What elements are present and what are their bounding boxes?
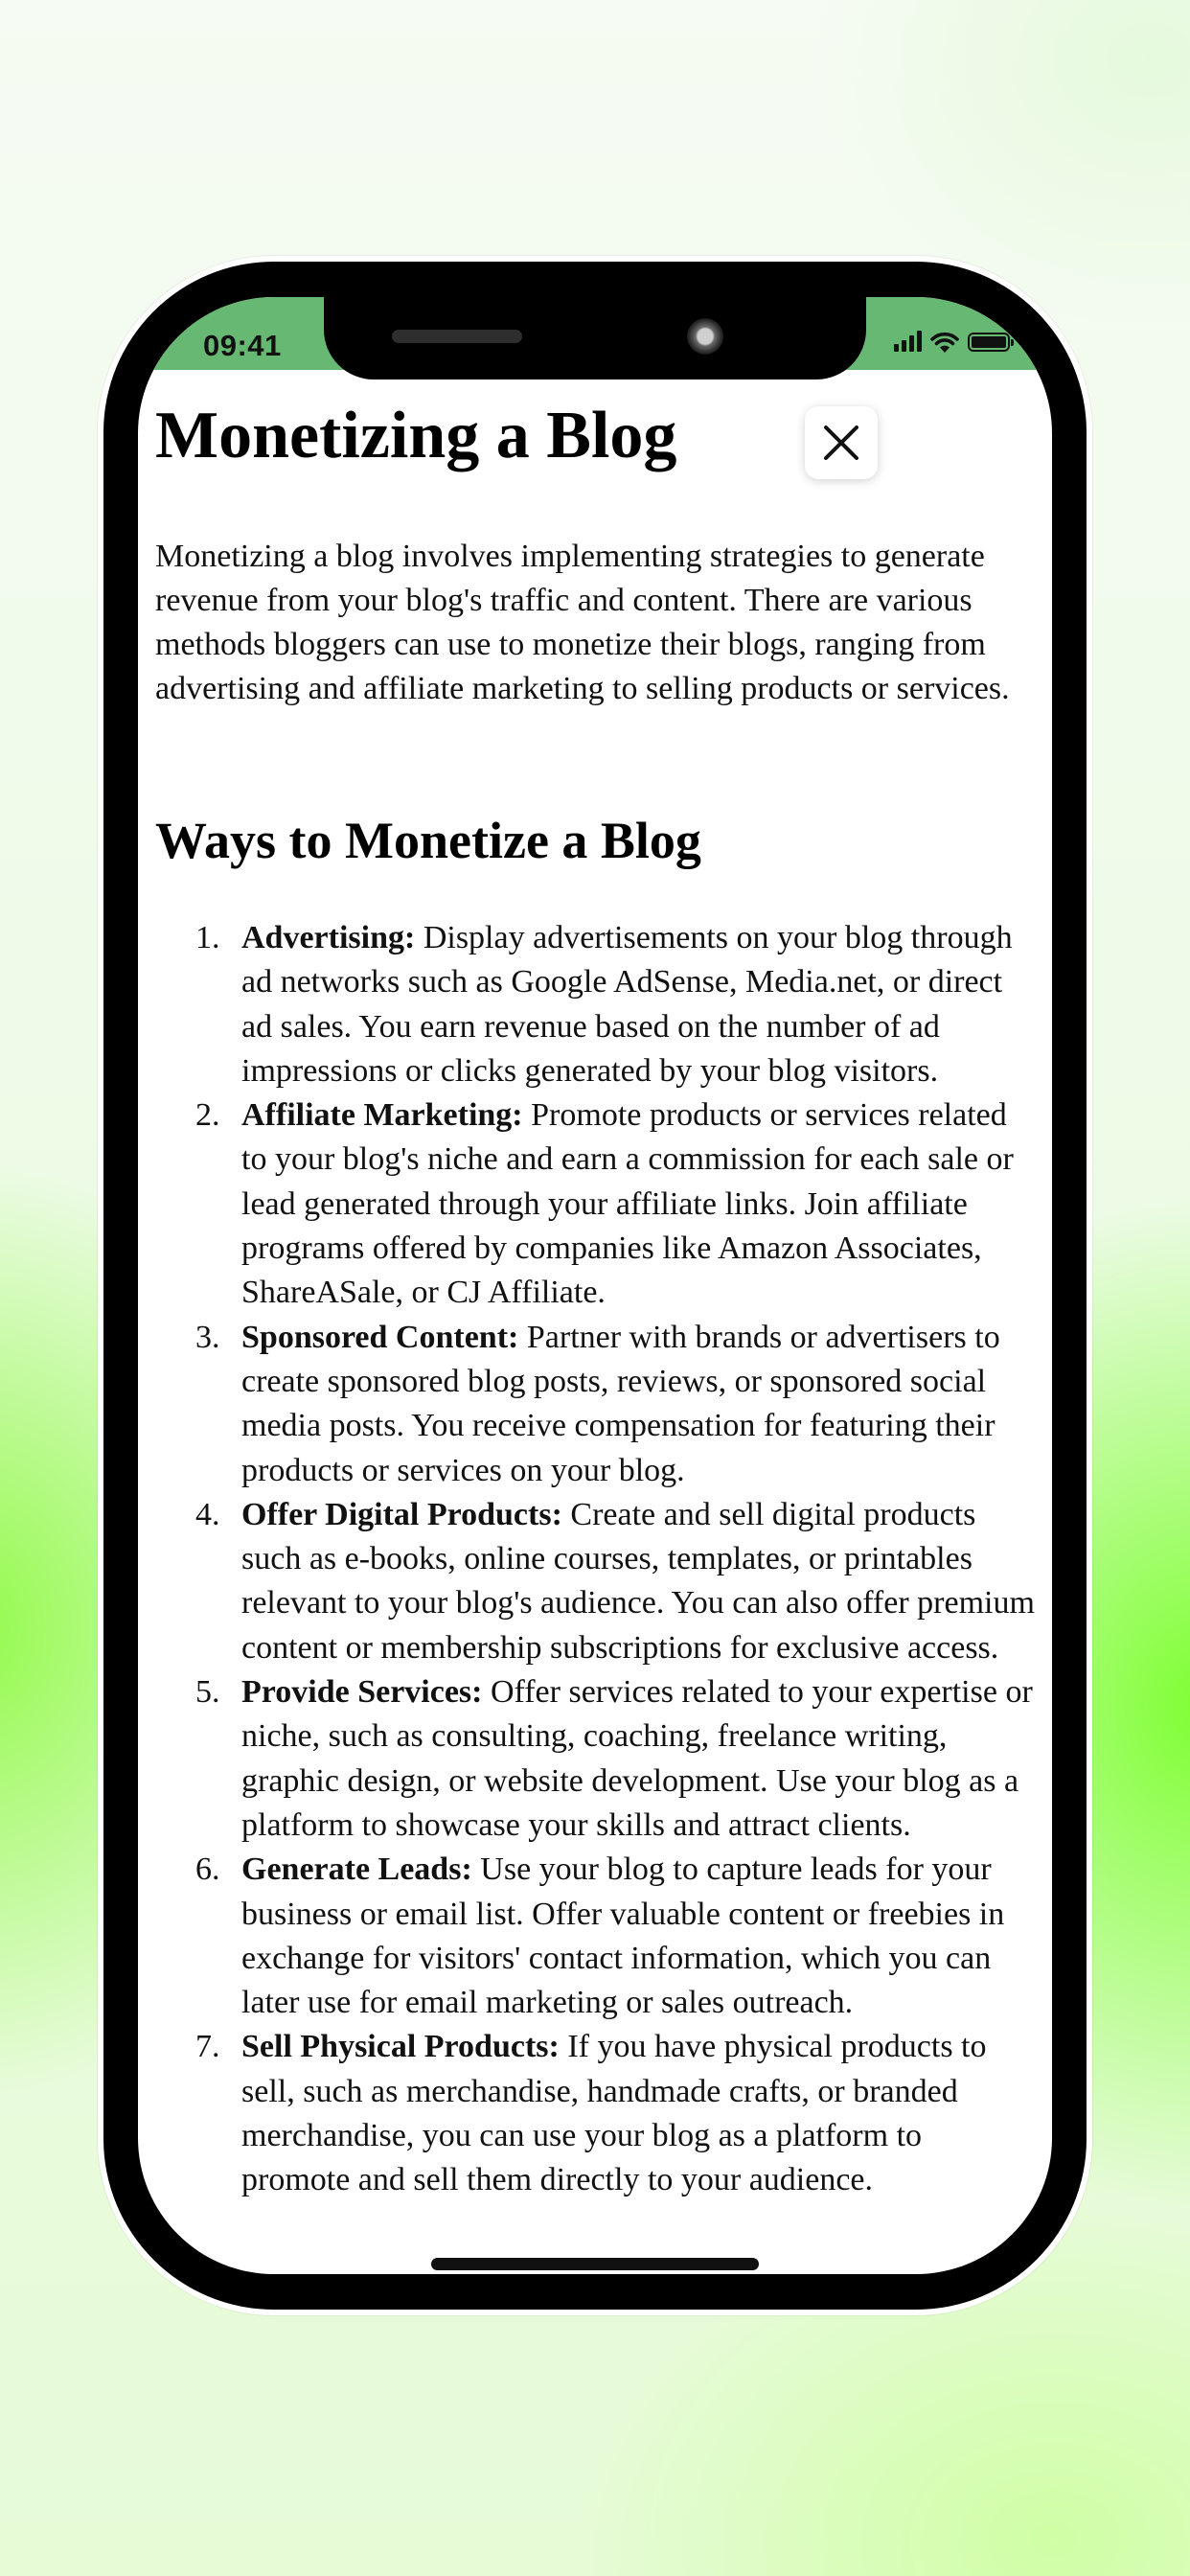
list-item-heading: Provide Services: — [241, 1674, 483, 1711]
close-icon — [820, 422, 862, 464]
list-number: 6. — [195, 1852, 220, 1888]
ways-list — [155, 916, 1035, 2203]
wifi-icon — [929, 330, 960, 355]
intro-paragraph: Monetizing a blog involves implementing strategies to generate revenue from your blog's traffic and content. There are various methods bloggers can use to monetize their blogs, ranging from advertising and affiliate marketing to selling products or services. — [155, 539, 1010, 706]
list-item-heading: Affiliate Marketing: — [241, 1097, 523, 1134]
status-time: 09:41 — [203, 329, 282, 362]
list-item — [155, 1493, 1035, 1670]
list-item-heading: Generate Leads: — [241, 1852, 472, 1888]
list-item — [155, 1316, 1035, 1493]
list-item-text: If you have physical products to sell, such as merchandise, handmade crafts, or branded merchandise, you can use your blog as a platform to promote and sell them directly to your audience. — [241, 2029, 987, 2198]
home-indicator[interactable] — [431, 2258, 759, 2270]
list-item-text: Display advertisements on your blog through ad networks such as Google AdSense, Media.net, or direct ad sales. You earn revenue based on the number of ad impressions or clicks generated by your blog visitors. — [241, 920, 1013, 1089]
list-number: 5. — [195, 1674, 220, 1711]
list-item-text: Use your blog to capture leads for your business or email list. Offer valuable content or freebies in exchange for visitors' contact information, which you can later use for email marketing or sales outreach. — [241, 1852, 1005, 2021]
list-item-heading: Advertising: — [241, 920, 416, 955]
list-item-heading: Offer Digital Products: — [241, 1496, 562, 1532]
list-item — [155, 1848, 1035, 2025]
battery-icon — [968, 333, 1010, 352]
page-title: Monetizing a Blog — [155, 399, 677, 472]
list-number: 3. — [195, 1319, 220, 1355]
phone-screen — [138, 297, 1052, 2274]
list-item — [155, 1670, 1035, 1848]
status-icons — [894, 326, 1010, 355]
list-number: 1. — [195, 920, 220, 955]
list-item-text: Offer services related to your expertise or niche, such as consulting, coaching, freelance writing, graphic design, or website development. Use your blog as a platform to showcase your skills and attract clients. — [241, 1674, 1033, 1843]
list-item-heading: Sponsored Content: — [241, 1319, 519, 1355]
list-item-heading: Sell Physical Products: — [241, 2029, 560, 2065]
list-item-text: Create and sell digital products such as e-books, online courses, templates, or printables relevant to your blog's audience. You can also offer premium content or membership subscriptions for exclusive access. — [241, 1496, 1035, 1666]
section-title: Ways to Monetize a Blog — [155, 812, 701, 869]
front-camera — [687, 318, 723, 355]
signal-icon — [894, 331, 922, 352]
close-button[interactable] — [805, 406, 878, 479]
list-number: 4. — [195, 1496, 220, 1532]
list-item-text: Promote products or services related to your blog's niche and earn a commission for each sale or lead generated through your affiliate links. Join affiliate programs offered by companies like Amazon Associates, ShareASale, or CJ Affiliate. — [241, 1097, 1014, 1311]
list-item-text: Partner with brands or advertisers to create sponsored blog posts, reviews, or sponsored social media posts. You receive compensation for featuring their products or services on your blog. — [241, 1319, 1000, 1488]
list-item — [155, 916, 1035, 1093]
list-item — [155, 1093, 1035, 1315]
list-number: 2. — [195, 1097, 220, 1134]
list-number: 7. — [195, 2029, 220, 2065]
list-item — [155, 2025, 1035, 2202]
speaker-grille — [392, 330, 522, 343]
